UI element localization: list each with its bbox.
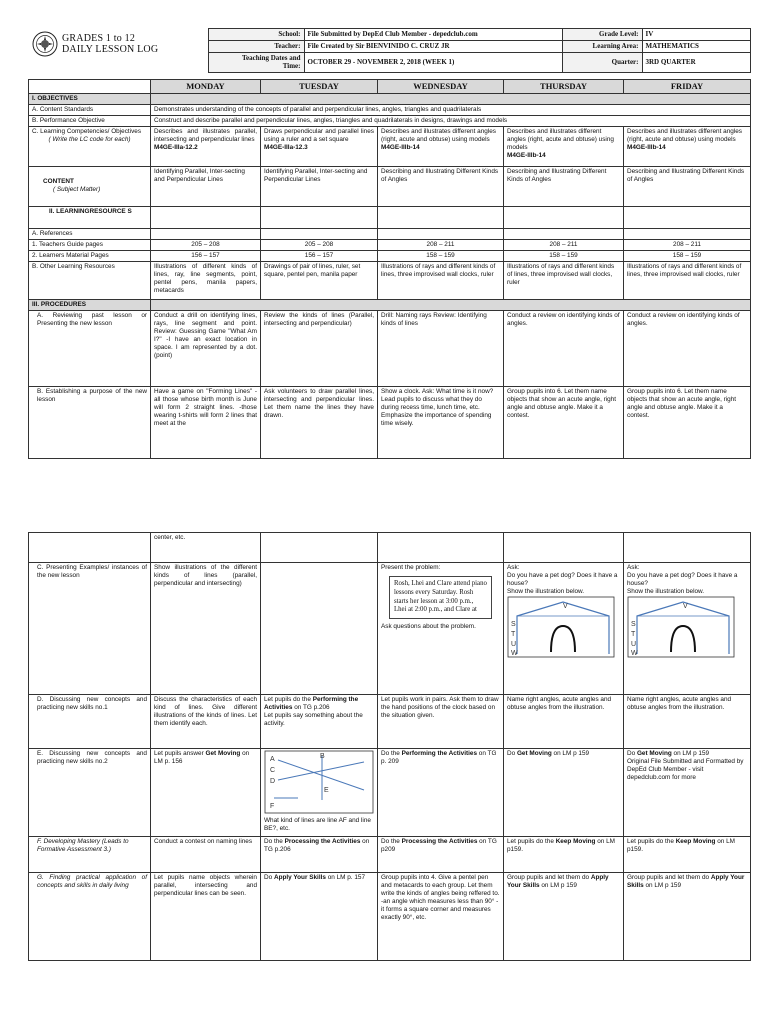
present-problem-text: Present the problem: (381, 564, 441, 571)
proc-e-wednesday (378, 749, 504, 837)
lines-question: What kind of lines are line AF and line BE?, etc. (264, 817, 371, 832)
activity-name: Apply Your Skills (627, 874, 745, 889)
empty-cell (378, 206, 504, 228)
proc-g-wednesday: Group pupils into 4. Give a pentel pen and metacards to each group. Let them write the kinds of angles being reffered to. -an angle which measures less than 90° -it forms a square corner and measures exactly 90°, etc. (378, 873, 504, 961)
text-run: on TG p.206 (264, 838, 370, 853)
school-value: File Submitted by DepEd Club Member - depedclub.com (304, 29, 562, 41)
proc-d-label: D. Discussing new concepts and practicing new skills no.1 (29, 695, 151, 749)
proc-c-thursday (504, 563, 624, 695)
header-table (28, 28, 751, 73)
grade-value: IV (642, 29, 750, 41)
proc-c-tuesday (261, 563, 378, 695)
proc-a-label: A. Reviewing past lesson or Presenting the new lesson (29, 310, 151, 386)
proc-b-tuesday: Ask volunteers to draw parallel lines, intersecting and perpendicular lines. Let them name the lines they have drawn. (261, 386, 378, 458)
other-monday: Illustrations of different kinds of lines, ray, line segments, point, pentel pens, manila papers, metacards (151, 261, 261, 299)
text-run: Let pupils do the (627, 838, 676, 845)
house-point-label: S (631, 621, 636, 628)
proc-a-thursday: Conduct a review on identifying kinds of angles. (504, 310, 624, 386)
objectives-heading-fill (151, 93, 751, 104)
empty-cell (151, 206, 261, 228)
proc-b-thursday: Group pupils into 6. Let them name objects that show an acute angle, right angle and obtuse angle. Make it a contest. (504, 386, 624, 458)
title-line-2: DAILY LESSON LOG (62, 44, 159, 55)
house-point-label: S (511, 621, 516, 628)
empty-cell (504, 228, 624, 239)
area-value: MATHEMATICS (642, 40, 750, 52)
competency-monday (151, 126, 261, 166)
text-run: on LM p159. (627, 838, 736, 853)
activity-name: Keep Moving (675, 838, 716, 845)
proc-f-monday: Conduct a contest on naming lines (151, 837, 261, 873)
content-monday: Identifying Parallel, Inter-secting and Perpendicular Lines (151, 166, 261, 206)
dates-label (208, 52, 304, 73)
line-point-label: C (270, 767, 276, 774)
proc-b-wednesday: Show a clock. Ask: What time is it now? Lead pupils to discuss what they do during recess time, lunch time, etc. Emphasize the importance of spending time wisely. (378, 386, 504, 458)
proc-d-friday: Name right angles, acute angles and obtuse angles from the illustration. (624, 695, 751, 749)
content-label (29, 166, 151, 206)
word-problem-box: Rosh, Lhei and Clare attend piano lessons every Saturday. Rosh starts her lesson at 3:00 p.m., Lhei at 2:00 p.m., and Clare at (389, 576, 492, 619)
competencies-note: ( Write the LC code for each) (48, 135, 131, 143)
empty-cell (504, 206, 624, 228)
deped-seal-icon (32, 31, 58, 57)
text-run: Group pupils and let them do (507, 874, 591, 881)
content-tuesday: Identifying Parallel, Inter-secting and Perpendicular Lines (261, 166, 378, 206)
proc-d-tuesday (261, 695, 378, 749)
proc-d-thursday: Name right angles, acute angles and obtuse angles from the illustration. (504, 695, 624, 749)
corner-cell (29, 80, 151, 94)
proc-a-friday: Conduct a review on identifying kinds of angles. (624, 310, 751, 386)
lc-code: M4GE-IIIb-14 (381, 143, 420, 151)
proc-f-thursday (504, 837, 624, 873)
other-resources-label: B. Other Learning Resources (29, 261, 151, 299)
proc-g-thursday (504, 873, 624, 961)
empty-cell (29, 533, 151, 563)
title-line-1: GRADES 1 to 12 (62, 32, 136, 44)
line-point-label: A (270, 756, 275, 763)
empty-cell (151, 228, 261, 239)
lesson-table-page-1 (28, 79, 751, 459)
references-label: A. References (29, 228, 151, 239)
empty-cell (261, 533, 378, 563)
proc-d-monday: Discuss the characteristics of each kind of lines. Give different illustrations of the kinds of lines. Let them identify each. (151, 695, 261, 749)
proc-d-wednesday: Let pupils work in pairs. Ask them to draw the hand positions of the clock based on the situation given. (378, 695, 504, 749)
content-thursday: Describing and Illustrating Different Kinds of Angles (504, 166, 624, 206)
proc-b-label: B. Establishing a purpose of the new lesson (29, 386, 151, 458)
day-tuesday: TUESDAY (261, 80, 378, 94)
house-point-label: T (631, 631, 636, 638)
proc-e-friday (624, 749, 751, 837)
competency-text: Describes and illustrates parallel, intersecting and perpendicular lines (154, 127, 257, 143)
competency-tuesday (261, 126, 378, 166)
proc-e-thursday (504, 749, 624, 837)
lm-monday: 156 – 157 (151, 250, 261, 261)
proc-f-wednesday (378, 837, 504, 873)
ask-label: Ask: (627, 564, 640, 571)
competency-wednesday (378, 126, 504, 166)
tg-tuesday: 205 – 208 (261, 239, 378, 250)
content-standards-text: Demonstrates understanding of the concepts of parallel and perpendicular lines, angles, triangles and quadrilaterals (151, 104, 751, 115)
activity-name: Get Moving (636, 750, 672, 757)
activity-name: Get Moving (516, 750, 552, 757)
dog-house-illustration (627, 596, 735, 658)
text-run: Let pupils answer (154, 750, 206, 757)
activity-name: Processing the Activities (284, 838, 361, 845)
proc-g-label: G. Finding practical application of concepts and skills in daily living (29, 873, 151, 961)
pet-question: Do you have a pet dog? Does it have a house? (627, 572, 738, 587)
competency-friday (624, 126, 751, 166)
proc-g-tuesday (261, 873, 378, 961)
other-friday: Illustrations of rays and different kinds of lines, three improvised wall clocks, ruler (624, 261, 751, 299)
lm-wednesday: 158 – 159 (378, 250, 504, 261)
text-run: Do the (381, 838, 402, 845)
other-tuesday: Drawings of pair of lines, ruler, set square, pentel pen, manila paper (261, 261, 378, 299)
tg-thursday: 208 – 211 (504, 239, 624, 250)
performance-objective-text: Construct and describe parallel and perpendicular lines, angles, triangles and quadrilaterals in designs, drawings and models (151, 115, 751, 126)
ask-label: Ask: (507, 564, 520, 571)
activity-name: Performing the Activities (264, 696, 359, 711)
tg-monday: 205 – 208 (151, 239, 261, 250)
text-run: on TG p. 209 (381, 750, 497, 765)
proc-c-friday (624, 563, 751, 695)
quarter-label: Quarter: (562, 52, 642, 73)
log-title (62, 33, 158, 56)
text-run: on LM p 159 (551, 750, 590, 757)
text-run: Group pupils and let them do (627, 874, 711, 881)
proc-c-wednesday (378, 563, 504, 695)
activity-name: Apply Your Skills (507, 874, 609, 889)
ask-questions-text: Ask questions about the problem. (381, 623, 476, 631)
line-point-label: F (270, 803, 275, 810)
text-run: on TG p.206 (292, 704, 330, 711)
lc-code: M4GE-IIIa-12.3 (264, 143, 308, 151)
lesson-log-header (28, 28, 750, 459)
line-point-label: B (320, 753, 325, 760)
other-thursday: Illustrations of rays and different kinds of lines, three improvised wall clocks, ruler (504, 261, 624, 299)
competency-text: Draws perpendicular and parallel lines using a ruler and a set square (264, 127, 374, 143)
proc-a-monday: Conduct a drill on identifying lines, rays, line segment and point. Review: Guessing Game "What Am I?" -I have an exact location in space. I am represented by a dot. (point) (151, 310, 261, 386)
line-point-label: D (270, 778, 276, 785)
lesson-table-page-2-wrap (28, 532, 750, 961)
teacher-label: Teacher: (208, 40, 304, 52)
day-monday: MONDAY (151, 80, 261, 94)
house-point-label: W (631, 650, 638, 657)
text-run: on LM p. 157 (325, 874, 366, 881)
learners-material-label: 2. Learners Material Pages (29, 250, 151, 261)
resources-heading: II. LEARNINGRESOURCE S (29, 206, 151, 228)
text-run: Do (264, 874, 274, 881)
proc-g-friday (624, 873, 751, 961)
proc-c-label: C. Presenting Examples/ instances of the new lesson (29, 563, 151, 695)
text-run: Let pupils do the (264, 696, 313, 703)
other-wednesday: Illustrations of rays and different kinds of lines, three improvised wall clocks, ruler (378, 261, 504, 299)
proc-f-label: F. Developing Mastery (Leads to Formative Assessment 3.) (29, 837, 151, 873)
proc-b-friday: Group pupils into 6. Let them name objects that show an acute angle, right angle and obtuse angle. Make it a contest. (624, 386, 751, 458)
show-illustration-text: Show the illustration below. (627, 588, 705, 595)
competency-text: Describes and illustrates different angles (right, acute and obtuse) using models (627, 127, 742, 143)
depedclub-note: Original File Submitted and Formatted by DepEd Club Member - visit depedclub.com for more (627, 758, 744, 781)
pet-question: Do you have a pet dog? Does it have a house? (507, 572, 618, 587)
proc-c-monday: Show illustrations of the different kinds of lines (parallel, perpendicular and intersecting) (151, 563, 261, 695)
empty-cell (624, 533, 751, 563)
tg-wednesday: 208 – 211 (378, 239, 504, 250)
competencies-label (29, 126, 151, 166)
tg-friday: 208 – 211 (624, 239, 751, 250)
competency-thursday (504, 126, 624, 166)
empty-cell (378, 228, 504, 239)
text-run: Let pupils do the (507, 838, 556, 845)
proc-b-monday-cont: center, etc. (151, 533, 261, 563)
content-friday: Describing and Illustrating Different Kinds of Angles (624, 166, 751, 206)
text-run: Do (627, 750, 637, 757)
proc-e-label: E. Discussing new concepts and practicing new skills no.2 (29, 749, 151, 837)
procedures-heading: III. PROCEDURES (29, 299, 151, 310)
day-wednesday: WEDNESDAY (378, 80, 504, 94)
activity-name: Get Moving (205, 750, 241, 757)
text-run: Do the (381, 750, 402, 757)
performance-objective-label: B. Performance Objective (29, 115, 151, 126)
empty-cell (624, 228, 751, 239)
empty-cell (378, 533, 504, 563)
text-run: Do the (264, 838, 285, 845)
proc-a-wednesday: Drill: Naming rays Review: Identifying kinds of lines (378, 310, 504, 386)
competency-text: Describes and illustrates different angles (right, acute and obtuse) using models (381, 127, 496, 143)
house-point-label: W (511, 650, 518, 657)
teacher-value: File Created by Sir BIENVINIDO C. CRUZ JR (304, 40, 562, 52)
area-label: Learning Area: (562, 40, 642, 52)
activity-name: Keep Moving (555, 838, 596, 845)
school-label: School: (208, 29, 304, 41)
lc-code: M4GE-IIIa-12.2 (154, 143, 198, 151)
text-run: Do (507, 750, 517, 757)
house-point-label: V (683, 603, 688, 610)
lc-code: M4GE-IIIb-14 (627, 143, 666, 151)
text-run: Let pupils say something about the activity. (264, 712, 363, 727)
empty-cell (261, 206, 378, 228)
activity-name: Processing the Activities (401, 838, 478, 845)
lesson-table-page-2 (28, 532, 751, 961)
lm-tuesday: 156 – 157 (261, 250, 378, 261)
house-point-label: T (511, 631, 516, 638)
text-run: on LM p 159 (539, 882, 577, 889)
house-point-label: U (631, 641, 637, 648)
text-run: on TG p209 (381, 838, 497, 853)
house-point-label: V (563, 603, 568, 610)
competency-text: Describes and illustrates different angles (right, acute and obtuse) using models (507, 127, 614, 151)
intersecting-lines-diagram (264, 750, 374, 814)
dates-label-line-1: Teaching Dates and (242, 53, 301, 62)
content-note: ( Subject Matter) (53, 186, 101, 194)
proc-g-monday: Let pupils name objects wherein parallel, intersecting and perpendicular lines can be seen. (151, 873, 261, 961)
activity-name: Performing the Activities (401, 750, 478, 757)
text-run: on LM p159. (507, 838, 616, 853)
competencies-label-text: C. Learning Competencies/ Objectives (32, 127, 142, 135)
proc-e-monday (151, 749, 261, 837)
proc-a-tuesday: Review the kinds of lines (Parallel, intersecting and perpendicular) (261, 310, 378, 386)
content-wednesday: Describing and Illustrating Different Kinds of Angles (378, 166, 504, 206)
proc-f-tuesday (261, 837, 378, 873)
dog-house-illustration (507, 596, 615, 658)
proc-b-monday: Have a game on "Forming Lines" -all those whose birth month is June will form 2 straight lines. -those wearing t-shirts will form 2 lines that meet at the (151, 386, 261, 458)
text-run: on LM p 159 (671, 750, 710, 757)
proc-f-friday (624, 837, 751, 873)
lc-code: M4GE-IIIb-14 (507, 151, 546, 159)
grade-label: Grade Level: (562, 29, 642, 41)
day-thursday: THURSDAY (504, 80, 624, 94)
house-point-label: U (511, 641, 517, 648)
dates-value: OCTOBER 29 - NOVEMBER 2, 2018 (WEEK 1) (304, 52, 562, 73)
day-friday: FRIDAY (624, 80, 751, 94)
logo-block (28, 29, 208, 73)
teachers-guide-label: 1. Teachers Guide pages (29, 239, 151, 250)
show-illustration-text: Show the illustration below. (507, 588, 585, 595)
text-run: on LM p 159 (643, 882, 682, 889)
empty-cell (624, 206, 751, 228)
dates-label-line-2: Time: (282, 62, 301, 71)
lm-friday: 158 – 159 (624, 250, 751, 261)
proc-e-tuesday (261, 749, 378, 837)
objectives-heading: I. OBJECTIVES (29, 93, 151, 104)
line-point-label: E (324, 787, 329, 794)
lm-thursday: 158 – 159 (504, 250, 624, 261)
activity-name: Apply Your Skills (273, 874, 326, 881)
empty-cell (504, 533, 624, 563)
text-run: on LM p. 156 (154, 750, 250, 765)
content-standards-label: A. Content Standards (29, 104, 151, 115)
content-label-text: CONTENT (43, 178, 74, 186)
empty-cell (261, 228, 378, 239)
quarter-value: 3RD QUARTER (642, 52, 750, 73)
procedures-heading-fill (151, 299, 751, 310)
